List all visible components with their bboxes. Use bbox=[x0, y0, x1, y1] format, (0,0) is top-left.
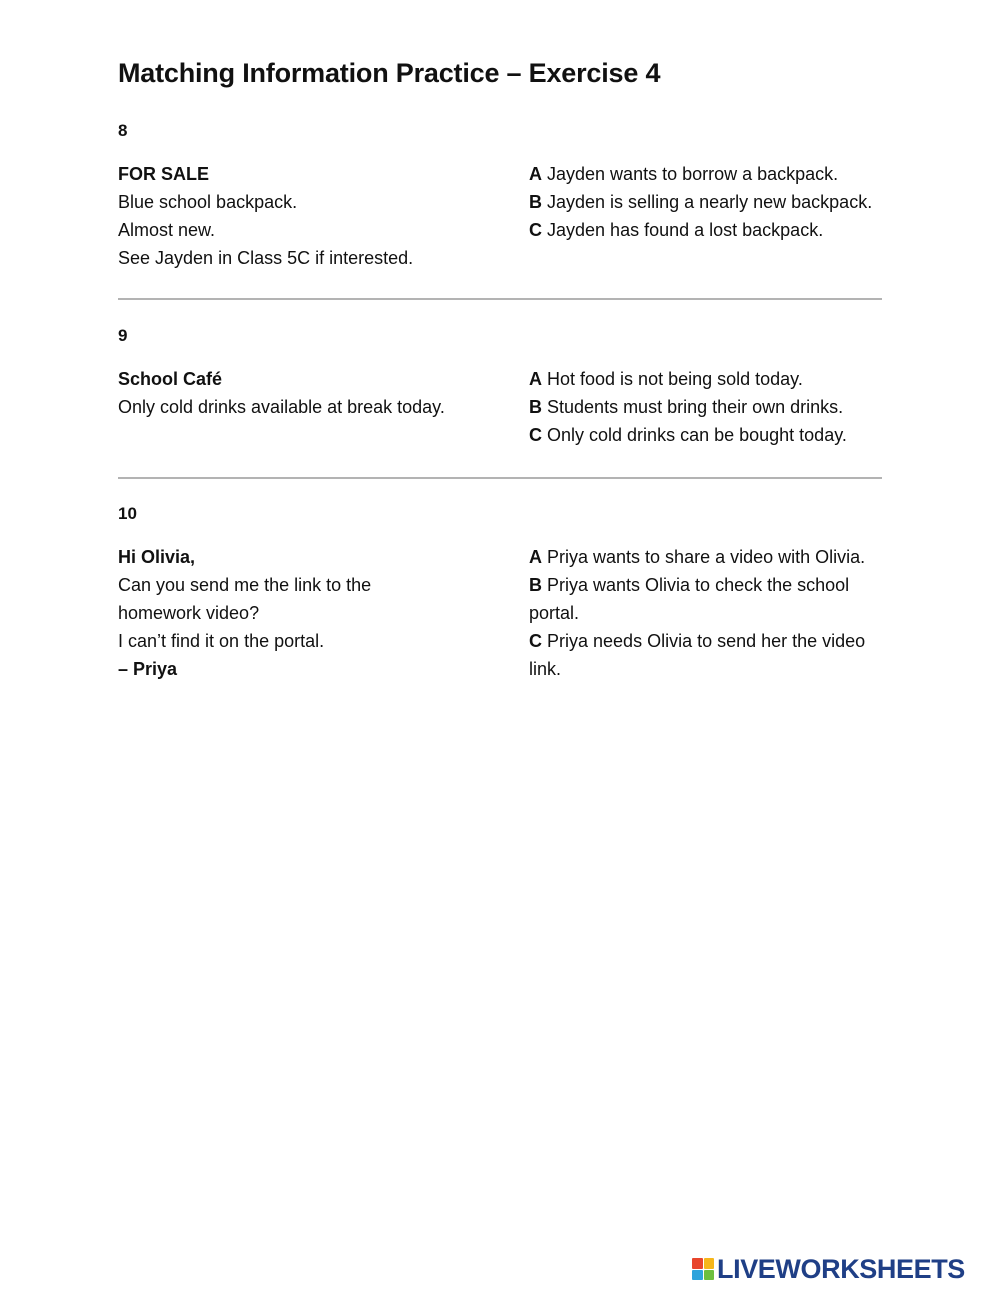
option-letter: A bbox=[529, 369, 542, 389]
notice-heading: Hi Olivia, bbox=[118, 547, 196, 567]
option-text: Students must bring their own drinks. bbox=[547, 397, 844, 417]
option-text: Hot food is not being sold today. bbox=[547, 369, 803, 389]
question-8 bbox=[118, 120, 882, 272]
option-letter: B bbox=[529, 575, 542, 595]
liveworksheets-logo[interactable] bbox=[692, 1255, 965, 1283]
option-c[interactable] bbox=[529, 421, 882, 449]
option-letter: B bbox=[529, 397, 542, 417]
option-c[interactable] bbox=[529, 627, 882, 683]
notice-line: Can you send me the link to the homework video? bbox=[118, 575, 372, 623]
option-text: Jayden is selling a nearly new backpack. bbox=[547, 192, 873, 212]
option-text: Jayden has found a lost backpack. bbox=[547, 220, 824, 240]
option-b[interactable] bbox=[529, 393, 882, 421]
option-letter: A bbox=[529, 547, 542, 567]
option-text: Jayden wants to borrow a backpack. bbox=[547, 164, 839, 184]
option-b[interactable] bbox=[529, 188, 882, 216]
notice-text bbox=[118, 365, 508, 449]
option-text: Priya wants to share a video with Olivia. bbox=[547, 547, 866, 567]
question-9 bbox=[118, 325, 882, 449]
notice-line: See Jayden in Class 5C if interested. bbox=[118, 248, 414, 268]
notice-heading: School Café bbox=[118, 369, 223, 389]
question-number: 8 bbox=[118, 121, 128, 140]
notice-line: I can’t find it on the portal. bbox=[118, 631, 325, 651]
option-letter: B bbox=[529, 192, 542, 212]
notice-signature: – Priya bbox=[118, 659, 178, 679]
option-a[interactable] bbox=[529, 543, 882, 571]
option-text: Only cold drinks can be bought today. bbox=[547, 425, 847, 445]
option-letter: C bbox=[529, 425, 542, 445]
option-b[interactable] bbox=[529, 571, 882, 627]
page-title: Matching Information Practice – Exercise 4 bbox=[118, 58, 661, 88]
logo-block bbox=[704, 1258, 715, 1269]
question-10 bbox=[118, 503, 882, 683]
option-letter: C bbox=[529, 220, 542, 240]
answer-options bbox=[529, 365, 882, 449]
notice-heading: FOR SALE bbox=[118, 164, 210, 184]
question-number: 9 bbox=[118, 326, 128, 345]
notice-text bbox=[118, 160, 508, 272]
logo-blocks-icon bbox=[692, 1258, 714, 1280]
answer-options bbox=[529, 160, 882, 272]
option-text: Priya needs Olivia to send her the video link. bbox=[529, 631, 866, 679]
option-a[interactable] bbox=[529, 365, 882, 393]
logo-block bbox=[692, 1258, 703, 1269]
notice-line: Only cold drinks available at break today. bbox=[118, 397, 445, 417]
option-text: Priya wants Olivia to check the school portal. bbox=[529, 575, 850, 623]
notice-line: Blue school backpack. bbox=[118, 192, 298, 212]
question-number: 10 bbox=[118, 504, 137, 523]
logo-block bbox=[704, 1270, 715, 1281]
option-letter: C bbox=[529, 631, 542, 651]
option-c[interactable] bbox=[529, 216, 882, 244]
section-divider bbox=[118, 298, 882, 300]
notice-line: Almost new. bbox=[118, 220, 216, 240]
option-letter: A bbox=[529, 164, 542, 184]
notice-text bbox=[118, 543, 408, 683]
answer-options bbox=[529, 543, 882, 683]
logo-text: LIVEWORKSHEETS bbox=[717, 1254, 965, 1284]
logo-block bbox=[692, 1270, 703, 1281]
section-divider bbox=[118, 477, 882, 479]
option-a[interactable] bbox=[529, 160, 882, 188]
